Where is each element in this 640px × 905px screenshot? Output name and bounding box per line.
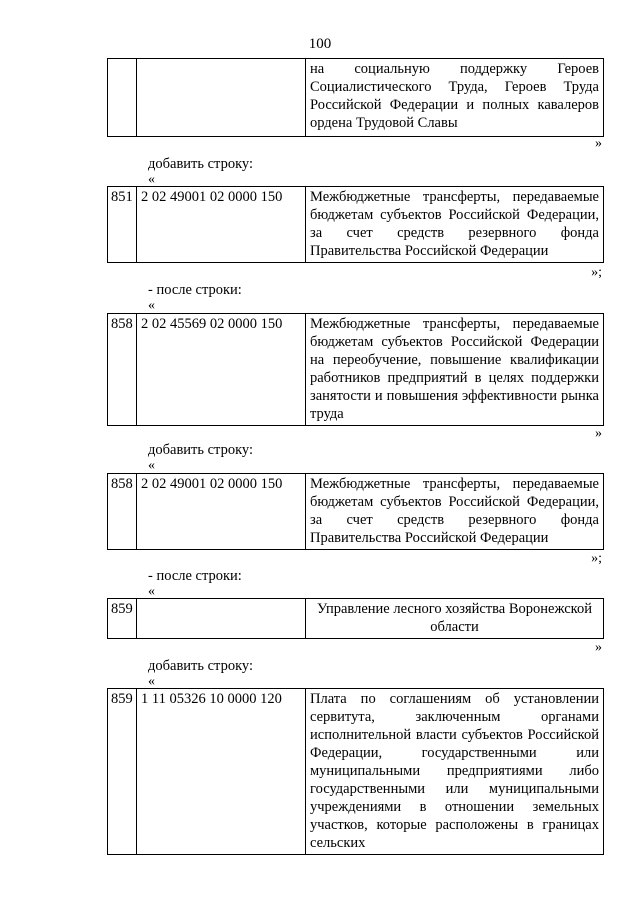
table-row — [108, 314, 604, 426]
row-description: Плата по соглашениям об установлении сервитута, заключенным органами исполнительной власти субъектов Российской Федерации, государственными или муниципальными предприятиями либо государственными или муниципальными учреждениями в отношении земельных участков, которые расположены в границах сельских — [306, 689, 604, 855]
row-code: 851 — [108, 187, 137, 263]
row-code — [108, 59, 137, 137]
row-description: на социальную поддержку Героев Социалистического Труда, Героев Труда Российской Федерации и полных кавалеров ордена Трудовой Славы — [306, 59, 604, 137]
row-description: Межбюджетные трансферты, передаваемые бюджетам субъектов Российской Федерации, за счет средств резервного фонда Правительства Российской Федерации — [306, 187, 604, 263]
open-quote: « — [148, 458, 155, 473]
row-code: 859 — [108, 599, 137, 639]
table-row-859-b — [107, 688, 604, 855]
row-kbk: 2 02 49001 02 0000 150 — [137, 474, 306, 550]
instruction-add-row: добавить строку: — [148, 658, 253, 674]
row-description: Межбюджетные трансферты, передаваемые бюджетам субъектов Российской Федерации, за счет средств резервного фонда Правительства Российской Федерации — [306, 474, 604, 550]
row-kbk: 1 11 05326 10 0000 120 — [137, 689, 306, 855]
close-quote-semicolon: »; — [591, 265, 602, 280]
instruction-add-row: добавить строку: — [148, 156, 253, 172]
instruction-after-row: - после строки: — [148, 282, 242, 298]
row-description: Управление лесного хозяйства Воронежской области — [306, 599, 604, 639]
table-row — [108, 689, 604, 855]
close-quote: » — [595, 136, 602, 151]
table-fragment-1 — [107, 58, 604, 137]
row-kbk: 2 02 49001 02 0000 150 — [137, 187, 306, 263]
row-kbk — [137, 599, 306, 639]
close-quote: » — [595, 426, 602, 441]
table-row-858-a — [107, 313, 604, 426]
open-quote: « — [148, 584, 155, 599]
open-quote: « — [148, 674, 155, 689]
row-kbk — [137, 59, 306, 137]
instruction-after-row: - после строки: — [148, 568, 242, 584]
table-row — [108, 59, 604, 137]
open-quote: « — [148, 298, 155, 313]
page-number: 100 — [308, 36, 332, 52]
table-row — [108, 187, 604, 263]
row-code: 858 — [108, 314, 137, 426]
instruction-add-row: добавить строку: — [148, 442, 253, 458]
table-row-858-b — [107, 473, 604, 550]
table-row-851 — [107, 186, 604, 263]
close-quote-semicolon: »; — [591, 551, 602, 566]
close-quote: » — [595, 640, 602, 655]
table-row — [108, 474, 604, 550]
open-quote: « — [148, 172, 155, 187]
row-code: 859 — [108, 689, 137, 855]
row-description: Межбюджетные трансферты, передаваемые бюджетам субъектов Российской Федерации на переобучение, повышение квалификации работников предприятий в целях поддержки занятости и повышения эффективности рынка труда — [306, 314, 604, 426]
table-row-859-a — [107, 598, 604, 639]
row-code: 858 — [108, 474, 137, 550]
row-kbk: 2 02 45569 02 0000 150 — [137, 314, 306, 426]
table-row — [108, 599, 604, 639]
